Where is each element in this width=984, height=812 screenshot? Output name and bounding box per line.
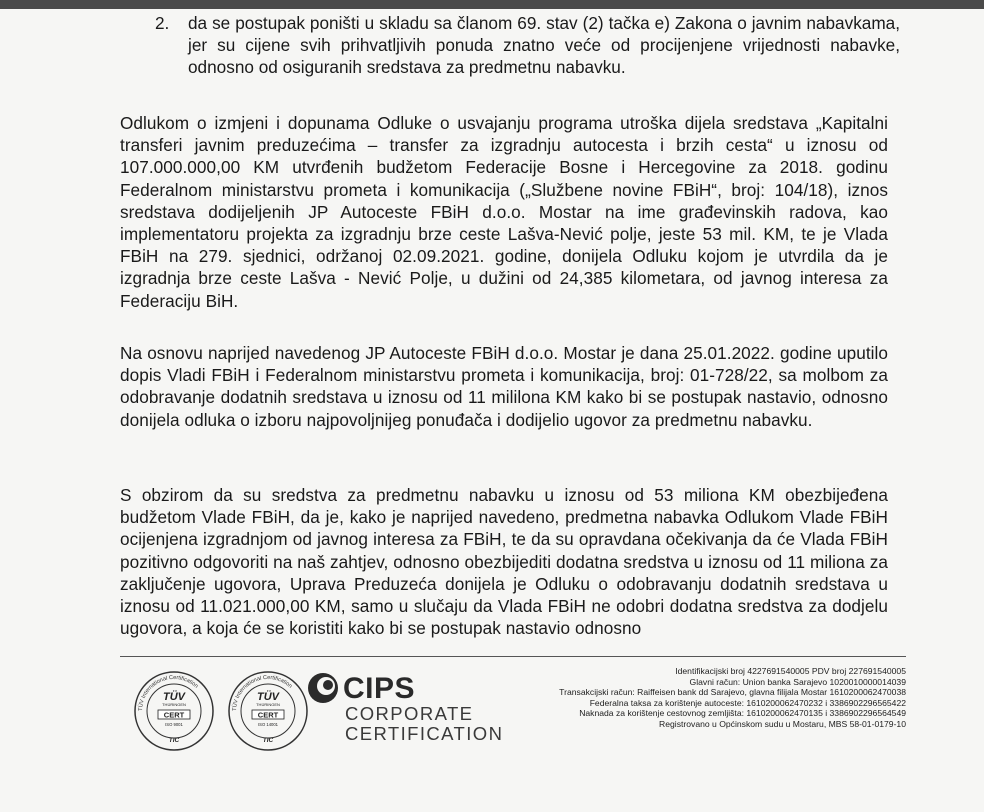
- tuv-seal-icon: [227, 670, 309, 752]
- court-registration-line: Registrovano u Općinskom sudu u Mostaru, MBS 58-01-0179-10: [659, 718, 906, 729]
- paragraph-funding: S obzirom da su sredstva za predmetnu nabavku u iznosu od 53 miliona KM obezbijeđena budžetom Vlade FBiH, da je, kako je naprijed navedeno, predmetna nabavka Odlukom Vlade FBiH ocijenjena izgradnjom od javnog interesa za FBiH, te da su opravdana očekivanja da će Vlada FBiH pozitivno odgovoriti na naš zahtjev, odnosno obezbijediti dodatna sredstva u iznosu od 11 miliona za zaključenje ugovora, Uprava Preduzeća donijela je Odluku o odobravanju dodatnih sredstava u iznosu od 11.021.000,00 KM, samo u slučaju da Vlada FBiH ne odobri dodatna sredstva za dodjelu ugovora, a koja će se koristiti kako bi se postupak nastavio odnosno: [120, 485, 888, 639]
- svg-text:TÜV International Certificatio: TÜV International Certification: [231, 674, 294, 712]
- road-land-fee-line: Naknada za korištenje cestovnog zemljišta: 1610200062470135 i 3386902296564549: [579, 708, 906, 719]
- tuv-cert-seal-iso14001: [227, 670, 309, 752]
- svg-text:TÜV: TÜV: [257, 691, 279, 703]
- svg-text:CERT: CERT: [163, 710, 185, 720]
- paragraph-request: Na osnovu naprijed navedenog JP Autoceste FBiH d.o.o. Mostar je dana 25.01.2022. godine uputilo dopis Vladi FBiH i Federalnom ministarstvu prometa i komunikacija, broj: 01-728/22, sa molbom za odobravanje dodatnih sredstava u iznosu od 11 mililona KM kako bi se postupak nastavio, odnosno donijela odluka o izboru najpovoljnijeg ponuđača i dodijelio ugovor za predmetnu nabavku.: [120, 343, 888, 430]
- svg-text:THÜRINGEN: THÜRINGEN: [256, 702, 280, 707]
- top-border-bar: [0, 0, 984, 9]
- svg-text:TIC: TIC: [168, 737, 180, 744]
- svg-text:ISO 14001: ISO 14001: [257, 722, 279, 727]
- company-info-block: [559, 666, 906, 730]
- svg-text:TÜV International Certificatio: TÜV International Certification: [137, 674, 200, 712]
- footer-divider: [120, 656, 906, 657]
- cips-name: CIPS: [343, 672, 416, 705]
- numbered-list-item: [155, 12, 900, 78]
- company-id-line: Identifikacijski broj 4227691540005 PDV broj 227691540005: [675, 666, 906, 676]
- cips-globe-icon: [305, 670, 343, 708]
- cips-certification-logo: [305, 670, 504, 744]
- highway-fee-line: Federalna taksa za korištenje autoceste: 1610200062470232 i 3386902296565422: [589, 697, 906, 708]
- svg-text:TÜV: TÜV: [163, 691, 185, 703]
- svg-text:ISO 9001: ISO 9001: [165, 722, 183, 727]
- cips-tagline-2: CERTIFICATION: [345, 723, 504, 744]
- svg-text:THÜRINGEN: THÜRINGEN: [162, 702, 186, 707]
- svg-text:TIC: TIC: [262, 737, 274, 744]
- svg-text:CERT: CERT: [257, 710, 279, 720]
- list-item-text: da se postupak poništi u skladu sa članom 69. stav (2) tačka e) Zakona o javnim nabavkama, jer su cijene svih prihvatljivih ponuda znatno veće od procijenjene vrijednosti nabavke, odnosno od osiguranih sredstava za predmetnu nabavku.: [188, 13, 900, 77]
- list-item-number: 2.: [155, 13, 170, 33]
- paragraph-decision: Odlukom o izmjeni i dopunama Odluke o usvajanju programa utroška dijela sredstava „Kapitalni transferi javnim preduzećima – transfer za izgradnju autocesta i brzih cesta“ u iznosu od 107.000.000,00 KM utvrđenih budžetom Federacije Bosne i Hercegovine za 2018. godinu Federalnom ministarstvu prometa i komunikacija („Službene novine FBiH“, broj: 104/18), iznos sredstava dodijeljenih JP Autoceste FBiH d.o.o. Mostar na ime građevinskih radova, kao implementatoru projekta za izgradnju brze ceste Lašva-Nević polje, jeste 53 mil. KM, te je Vlada FBiH na 279. sjednici, održanoj 02.09.2021. godine, donijela Odluku kojom je utvrdila da je izgradnja brze ceste Lašva - Nević Polje, u dužini od 24,385 kilometara, od javnog interesa za Federaciju BiH.: [120, 113, 888, 311]
- cips-tagline-1: CORPORATE: [345, 703, 474, 724]
- transaction-account-line: Transakcijski račun: Raiffeisen bank dd Sarajevo, glavna filijala Mostar 1610200062470038: [559, 687, 906, 698]
- tuv-seal-icon: [133, 670, 215, 752]
- tuv-cert-seal-iso9001: [133, 670, 215, 752]
- main-account-line: Glavni račun: Union banka Sarajevo 1020010000014039: [689, 676, 906, 687]
